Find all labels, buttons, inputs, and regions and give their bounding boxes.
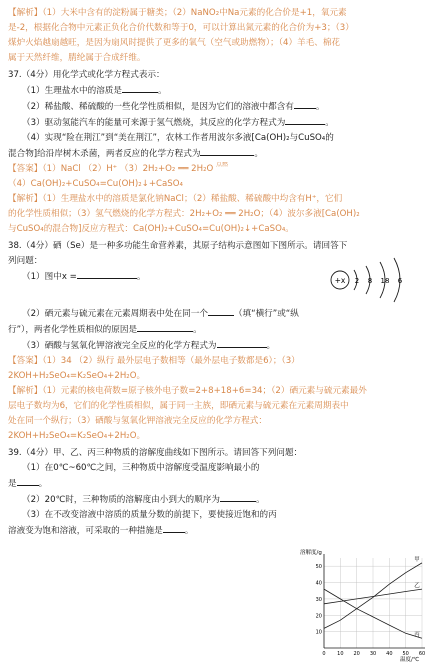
answer-blank: [17, 476, 39, 486]
explanation-line: 【解析】（1）元素的核电荷数=原子核外电子数=2+8+18+6=34；（2）硒元素与硫元素最外: [8, 386, 367, 396]
question-37-part1: （1）生理盐水中的溶质是 。: [8, 83, 424, 99]
shell-electron-count: 2: [354, 277, 360, 285]
question-39-part3: （3）在不改变溶液中溶质的质量分数的前提下，要使接近饱和的丙: [22, 510, 277, 520]
x-tick-label: 60: [418, 651, 426, 657]
question-38-body: [8, 254, 424, 306]
series-label: 乙: [414, 583, 420, 590]
y-axis-label: 溶解度/g: [300, 550, 322, 556]
explanation-line: 与CuSO₄的混合物]反应方程式：Ca(OH)₂+CuSO₄=Cu(OH)₂↓+CaSO₄。: [8, 224, 294, 234]
x-axis-label: 温度/℃: [400, 657, 420, 662]
question-37-title: 37.（4分）用化学式或化学方程式表示：: [8, 70, 165, 80]
question-37-part4: （4）实现“险在荆江”到“美在荆江”，农林工作者用波尔多液[Ca(OH)₂与CuSO₄的: [22, 133, 334, 143]
nucleus-label: +x: [334, 276, 346, 285]
x-tick-label: 40: [386, 651, 393, 657]
question-38-title: 38.（4分）硒（Se）是一种多功能生命营养素，其原子结构示意图如下图所示。请回答下: [8, 241, 348, 251]
y-tick-label: 50: [315, 564, 322, 571]
explanation-line: 属于天然纤维，腈纶属于合成纤维。: [8, 53, 146, 63]
explanation-line: 层电子数均为6，它们的化学性质相似，属于同一主族，即硒元素与硫元素在元素周期表中: [8, 401, 349, 411]
question-38-part1: （1）图中x = 。: [8, 269, 324, 285]
question-37-part3: （3）驱动氢能汽车的能量可来源于氢气燃烧，其反应的化学方程式为 。: [8, 115, 424, 131]
x-tick-label: 0: [322, 651, 326, 657]
explanation-line: 【解析】（1）大米中含有的淀粉属于糖类；（2）NaNO₂中Na元素的化合价是+1，氧元素: [8, 8, 347, 18]
answer-blank: [285, 115, 325, 125]
answer-line: 【答案】（1）NaCl （2）H⁺ （3）2H₂+O₂ ══ 2H₂O 点燃: [8, 162, 424, 177]
explanation-line: 2KOH+H₂SeO₄=K₂SeO₄+2H₂O。: [8, 431, 146, 441]
series-label: 丙: [414, 632, 420, 639]
question-39-title: 39.（4分）甲、乙、丙三种物质的溶解度曲线如下图所示。请回答下列问题：: [8, 448, 303, 458]
y-tick-label: 40: [315, 580, 322, 587]
question-38-part2-cont: 行”），两者化学性质相似的原因是 。: [8, 322, 424, 338]
answer-blank: [77, 269, 137, 279]
x-tick-label: 50: [402, 651, 409, 657]
explanation-line: 是-2，根据化合物中元素正负化合价代数和等于0，可以计算出氮元素的化合价为+3；（3）: [8, 23, 354, 33]
answer-blank: [220, 492, 256, 502]
answer-line: 【答案】（1）34 （2）纵行 最外层电子数相等（最外层电子数都是6）；（3）: [8, 356, 300, 366]
y-tick-label: 20: [315, 613, 322, 620]
question-37-part4-cont: 混合物]给沿岸树木杀菌，两者反应的化学方程式为 。: [8, 146, 424, 162]
explanation-line: 的化学性质相似；（3）氢气燃烧的化学方程式：2H₂+O₂ ══ 2H₂O；（4）波尔多液[Ca(OH)₂: [8, 209, 360, 219]
answer-blank: [163, 523, 185, 533]
question-38-part2: （2）硒元素与硫元素在元素周期表中处在同一个 （填“横行”或“纵: [8, 306, 424, 322]
shell-electron-count: 8: [367, 277, 373, 285]
shell-electron-count: 6: [397, 277, 403, 285]
answer-blank: [137, 322, 193, 332]
explanation-line: 处在同一个纵行；（3）硒酸与氢氧化钾溶液完全反应的化学方程式：: [8, 416, 267, 426]
solubility-chart: [300, 544, 428, 662]
question-39-part1-cont: 是 。: [8, 476, 288, 492]
answer-blank: [122, 83, 158, 93]
series-label: 甲: [414, 556, 420, 563]
solubility-chart-svg: [300, 544, 428, 662]
question-38-part3: （3）硒酸与氢氧化钾溶液完全反应的化学方程式为 。: [8, 338, 424, 354]
y-tick-label: 10: [315, 629, 322, 636]
y-tick-label: 30: [315, 596, 322, 603]
answer-blank: [200, 146, 254, 156]
shell-electron-count: 18: [380, 277, 390, 285]
question-39-part2: （2）20℃时，三种物质的溶解度由小到大的顺序为 。: [8, 492, 302, 508]
atom-structure-diagram: [324, 254, 424, 306]
explanation-line: 【解析】（1）生理盐水中的溶质是氯化钠NaCl；（2）稀盐酸、稀硫酸中均含有H⁺，它们: [8, 194, 343, 204]
question-39-part1: （1）在0℃~60℃之间，三种物质中溶解度受温度影响最小的: [22, 463, 260, 473]
answer-blank: [217, 338, 267, 348]
answer-line: 2KOH+H₂SeO₄=K₂SeO₄+2H₂O。: [8, 371, 146, 381]
x-tick-label: 10: [337, 651, 344, 657]
answer-blank: [294, 99, 316, 109]
question-38-title-cont: 列问题：: [8, 256, 43, 266]
question-37-part2: （2）稀盐酸、稀硫酸的一些化学性质相似，是因为它们的溶液中都含有 。: [8, 99, 424, 115]
reaction-condition: 点燃: [216, 162, 229, 168]
answer-line: （4）Ca(OH)₂+CuSO₄=Cu(OH)₂↓+CaSO₄: [8, 179, 183, 189]
x-tick-label: 30: [369, 651, 377, 657]
explanation-line: 煤炉火焰越扇越旺，是因为扇风时提供了更多的氧气（空气或助燃物）；（4）羊毛、棉花: [8, 38, 341, 48]
x-tick-label: 20: [353, 651, 360, 657]
question-39-part3-cont: 溶液变为饱和溶液，可采取的一种措施是 。: [8, 523, 288, 539]
answer-blank: [208, 306, 234, 316]
